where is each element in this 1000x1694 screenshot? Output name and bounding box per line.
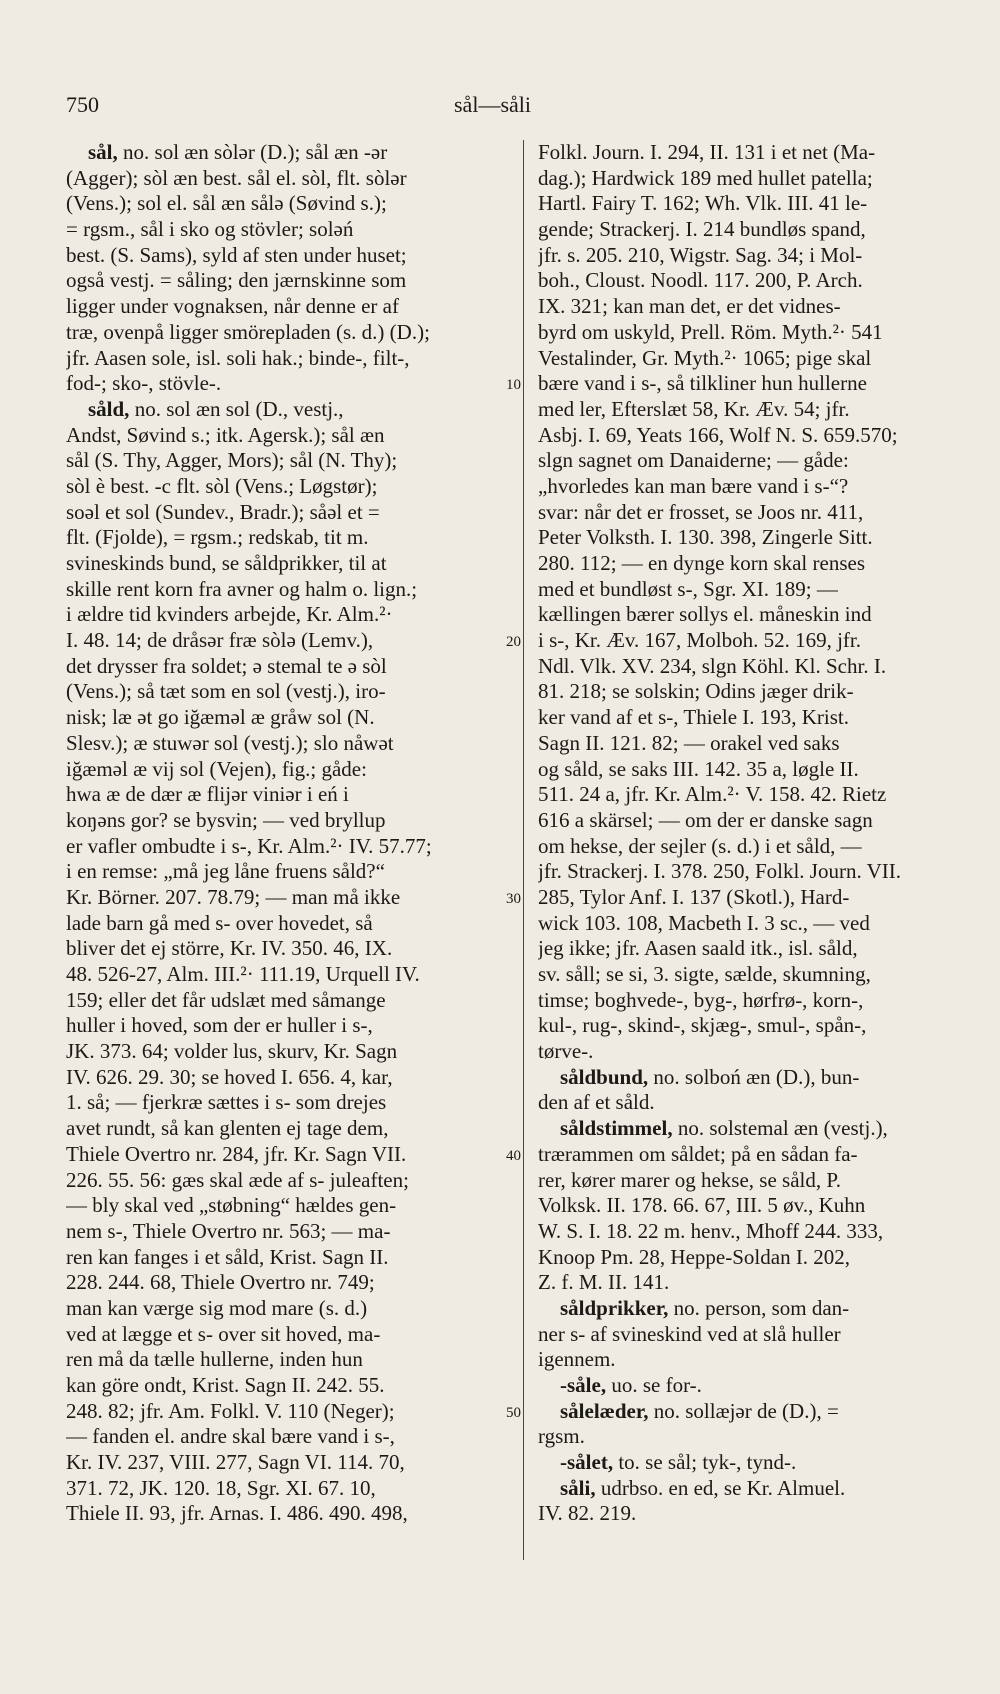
text-line	[66, 217, 510, 243]
line-text: bliver det ej större, Kr. IV. 350. 46, IX.	[66, 936, 393, 961]
text-line	[66, 628, 510, 654]
text-line	[66, 371, 510, 397]
line-text: nisk; læ ət go iğæməl æ gråw sol (N.	[66, 705, 375, 730]
line-text: ker vand af et s-, Thiele I. 193, Krist.	[538, 705, 850, 730]
text-line	[66, 1501, 510, 1527]
line-text: igennem.	[538, 1347, 616, 1372]
line-text: I. 48. 14; de dråsər fræ sòlə (Lemv.),	[66, 628, 374, 653]
line-text: skille rent korn fra avner og halm o. lign.;	[66, 576, 418, 601]
text-line	[66, 1065, 510, 1091]
text-line	[66, 679, 510, 705]
line-text: uo. se for-.	[606, 1373, 702, 1397]
text-line	[538, 1065, 968, 1091]
text-line	[538, 474, 968, 500]
text-line	[538, 757, 968, 783]
text-line	[538, 1501, 968, 1527]
text-line	[66, 808, 510, 834]
text-line	[66, 500, 510, 526]
text-line	[66, 320, 510, 346]
text-line	[538, 1450, 968, 1476]
line-text: ner s- af svineskind ved at slå huller	[538, 1321, 841, 1346]
text-line	[538, 1476, 968, 1502]
text-line	[66, 1450, 510, 1476]
text-line	[66, 757, 510, 783]
text-line	[66, 474, 510, 500]
text-line	[66, 1270, 510, 1296]
line-text: Kr. Börner. 207. 78.79; — man må ikke	[66, 884, 401, 909]
line-text: no. sollæjər de (D.), =	[648, 1398, 839, 1423]
line-text: Volksk. II. 178. 66. 67, III. 5 øv., Kuhn	[538, 1193, 866, 1218]
line-text: IV. 82. 219.	[538, 1501, 637, 1526]
text-line	[538, 911, 968, 937]
page-number: 750	[66, 92, 99, 117]
line-text: sòl è best. -c flt. sòl (Vens.; Løgstør);	[66, 473, 378, 498]
text-line	[538, 551, 968, 577]
text-line	[538, 268, 968, 294]
text-line	[66, 1476, 510, 1502]
text-line	[66, 397, 510, 423]
line-text: IV. 626. 29. 30; se hoved I. 656. 4, kar,	[66, 1064, 393, 1089]
text-line	[66, 988, 510, 1014]
text-line	[538, 346, 968, 372]
line-text: jfr. Aasen sole, isl. soli hak.; binde-, filt-,	[66, 345, 410, 370]
text-line	[66, 731, 510, 757]
line-text: ren må da tælle hullerne, inden hun	[66, 1347, 363, 1372]
text-line	[66, 1296, 510, 1322]
text-line	[538, 500, 968, 526]
text-line	[66, 346, 510, 372]
line-text: no. solstemal æn (vestj.),	[672, 1116, 888, 1141]
line-text: boh., Cloust. Noodl. 117. 200, P. Arch.	[538, 268, 863, 293]
text-line	[66, 962, 510, 988]
headword: såld,	[88, 396, 130, 421]
text-line	[538, 371, 968, 397]
line-text: er vafler ombudte i s-, Kr. Alm.²· IV. 57.77;	[66, 833, 432, 858]
line-text: trærammen om såldet; på en sådan fa-	[538, 1141, 858, 1166]
headword: -sålet,	[560, 1450, 614, 1475]
line-text: kul-, rug-, skind-, skjæg-, smul-, spån-,	[538, 1013, 867, 1038]
line-text: 226. 55. 56: gæs skal æde af s- juleaften;	[66, 1167, 409, 1192]
line-text: rer, kører marer og hekse, se såld, P.	[538, 1167, 841, 1192]
line-text: Asbj. I. 69, Yeats 166, Wolf N. S. 659.570;	[538, 422, 898, 447]
text-line	[538, 1373, 968, 1399]
line-number: 50	[506, 1405, 521, 1422]
line-text: 1. så; — fjerkræ sættes i s- som drejes	[66, 1090, 387, 1115]
text-line	[538, 1424, 968, 1450]
line-text: 81. 218; se solskin; Odins jæger drik-	[538, 679, 854, 704]
text-line	[538, 1039, 968, 1065]
line-text: svineskinds bund, se såldprikker, til at	[66, 551, 387, 575]
text-line	[66, 577, 510, 603]
text-line	[538, 1245, 968, 1271]
text-line	[66, 551, 510, 577]
line-text: bære vand i s-, så tilkliner hun hullerne	[538, 371, 867, 396]
line-text: og såld, se saks III. 142. 35 a, løgle II.	[538, 756, 859, 781]
line-text: 511. 24 a, jfr. Kr. Alm.²· V. 158. 42. Rietz	[538, 782, 887, 807]
line-text: Ndl. Vlk. XV. 234, slgn Köhl. Kl. Schr. I.	[538, 653, 887, 678]
text-line	[538, 628, 968, 654]
line-text: flt. (Fjolde), = rgsm.; redskab, tit m.	[66, 525, 369, 550]
text-line	[538, 602, 968, 628]
text-line	[66, 1322, 510, 1348]
line-text: jfr. Strackerj. I. 378. 250, Folkl. Journ. VII.	[538, 859, 901, 884]
line-text: Slesv.); æ stuwər sol (vestj.); slo nåwət	[66, 730, 394, 755]
line-text: Sagn II. 121. 82; — orakel ved saks	[538, 730, 840, 755]
line-text: Thiele Overtro nr. 284, jfr. Kr. Sagn VII.	[66, 1141, 407, 1166]
line-text: soəl et sol (Sundev., Bradr.); såəl et =	[66, 499, 380, 524]
text-line	[66, 859, 510, 885]
line-text: avet rundt, så kan glenten ej tage dem,	[66, 1116, 389, 1141]
line-text: 616 a skärsel; — om der er danske sagn	[538, 807, 873, 832]
text-line	[66, 1245, 510, 1271]
line-text: gende; Strackerj. I. 214 bundløs spand,	[538, 217, 866, 242]
text-line	[66, 166, 510, 192]
line-text: (Vens.); sol el. sål æn sålə (Søvind s.);	[66, 191, 387, 216]
line-text: 228. 244. 68, Thiele Overtro nr. 749;	[66, 1270, 375, 1295]
line-text: byrd om uskyld, Prell. Röm. Myth.²· 541	[538, 319, 883, 344]
text-line	[66, 1039, 510, 1065]
page-header	[0, 92, 1000, 128]
line-text: 285, Tylor Anf. I. 137 (Skotl.), Hard-	[538, 884, 850, 909]
text-line	[66, 705, 510, 731]
text-line	[538, 731, 968, 757]
text-line	[538, 525, 968, 551]
text-line	[538, 988, 968, 1014]
line-text: ved at lægge et s- over sit hoved, ma-	[66, 1321, 381, 1346]
text-line	[66, 294, 510, 320]
text-line	[538, 1347, 968, 1373]
text-line	[538, 782, 968, 808]
line-text: 48. 526-27, Alm. III.²· 111.19, Urquell IV.	[66, 962, 420, 986]
text-line	[66, 885, 510, 911]
text-line	[538, 243, 968, 269]
line-text: W. S. I. 18. 22 m. henv., Mhoff 244. 333,	[538, 1218, 884, 1243]
headword: -såle,	[560, 1373, 607, 1397]
text-line	[66, 448, 510, 474]
text-line	[538, 1116, 968, 1142]
line-text: Peter Volksth. I. 130. 398, Zingerle Sitt.	[538, 525, 873, 550]
line-text: no. person, som dan-	[668, 1295, 850, 1320]
line-text: ren kan fanges i et såld, Krist. Sagn II.	[66, 1244, 389, 1269]
text-line	[66, 782, 510, 808]
text-line	[538, 320, 968, 346]
text-line	[538, 808, 968, 834]
line-text: 159; eller det får udslæt med såmange	[66, 987, 386, 1012]
line-text: to. se sål; tyk-, tynd-.	[613, 1450, 797, 1475]
text-line	[66, 1116, 510, 1142]
line-text: nem s-, Thiele Overtro nr. 563; — ma-	[66, 1218, 391, 1243]
text-line	[538, 1219, 968, 1245]
text-line	[538, 1090, 968, 1116]
text-line	[538, 577, 968, 603]
text-line	[538, 191, 968, 217]
line-text: timse; boghvede-, byg-, hørfrø-, korn-,	[538, 987, 864, 1012]
line-text: i s-, Kr. Æv. 167, Molboh. 52. 169, jfr.	[538, 628, 861, 653]
text-line	[66, 423, 510, 449]
line-text: svar: når det er frosset, se Joos nr. 411,	[538, 499, 864, 524]
headword: sål,	[88, 140, 118, 164]
text-line	[66, 602, 510, 628]
line-text: koŋəns gor? se bysvin; — ved bryllup	[66, 807, 386, 832]
line-text: også vestj. = såling; den jærnskinne som	[66, 268, 407, 293]
line-text: hwa æ de dær æ flijər viniər i eń i	[66, 782, 349, 807]
text-line	[66, 140, 510, 166]
text-line	[66, 1399, 510, 1425]
line-text: lade barn gå med s- over hovedet, så	[66, 910, 373, 935]
text-line	[66, 1373, 510, 1399]
text-line	[66, 525, 510, 551]
text-line	[538, 962, 968, 988]
text-line	[538, 423, 968, 449]
line-number: 40	[506, 1148, 521, 1165]
line-number: 20	[506, 634, 521, 651]
line-text: kællingen bærer sollys el. måneskin ind	[538, 602, 872, 627]
line-text: det drysser fra soldet; ə stemal te ə sòl	[66, 653, 387, 678]
line-text: Knoop Pm. 28, Heppe-Soldan I. 202,	[538, 1244, 851, 1269]
headword: såldprikker,	[560, 1295, 669, 1320]
line-text: Z. f. M. II. 141.	[538, 1270, 670, 1295]
line-text: om hekse, der sejler (s. d.) i et såld, —	[538, 833, 862, 858]
headword: sålelæder,	[560, 1398, 649, 1423]
line-text: jeg ikke; jfr. Aasen saald itk., isl. såld,	[538, 936, 858, 961]
line-text: (Vens.); så tæt som en sol (vestj.), iro-	[66, 679, 386, 704]
line-text: no. sol æn sol (D., vestj.,	[129, 396, 344, 421]
text-line	[66, 1013, 510, 1039]
text-line	[538, 705, 968, 731]
text-line	[538, 1142, 968, 1168]
headword: såldstimmel,	[560, 1116, 673, 1141]
line-text: sål (S. Thy, Agger, Mors); sål (N. Thy);	[66, 448, 398, 473]
line-number: 30	[506, 891, 521, 908]
line-text: tørve-.	[538, 1039, 594, 1064]
line-text: med et bundløst s-, Sgr. XI. 189; —	[538, 576, 838, 601]
line-text: iğæməl æ vij sol (Vejen), fig.; gåde:	[66, 756, 367, 781]
headword: såli,	[560, 1475, 596, 1500]
text-line	[66, 1347, 510, 1373]
text-line	[66, 1090, 510, 1116]
column-rule	[523, 140, 524, 1560]
text-line	[66, 654, 510, 680]
text-line	[66, 1193, 510, 1219]
text-line	[66, 268, 510, 294]
line-text: „hvorledes kan man bære vand i s-“?	[538, 473, 849, 498]
line-text: — bly skal ved „støbning“ hældes gen-	[66, 1193, 397, 1218]
line-text: sv. såll; se si, 3. sigte, sælde, skumning,	[538, 962, 871, 986]
text-line	[538, 1322, 968, 1348]
line-text: (Agger); sòl æn best. sål el. sòl, flt. sòlər	[66, 165, 407, 190]
line-text: dag.); Hardwick 189 med hullet patella;	[538, 165, 873, 190]
line-text: kan göre ondt, Krist. Sagn II. 242. 55.	[66, 1373, 385, 1397]
line-text: Kr. IV. 237, VIII. 277, Sagn VI. 114. 70,	[66, 1450, 405, 1475]
line-text: — fanden el. andre skal bære vand i s-,	[66, 1424, 395, 1449]
text-line	[66, 936, 510, 962]
line-text: i en remse: „må jeg låne fruens såld?“	[66, 859, 385, 884]
text-line	[538, 397, 968, 423]
text-line	[66, 911, 510, 937]
text-line	[538, 885, 968, 911]
line-text: no. sol æn sòlər (D.); sål æn -ər	[117, 140, 388, 164]
left-column	[66, 140, 510, 1527]
text-line	[66, 1424, 510, 1450]
line-text: Thiele II. 93, jfr. Arnas. I. 486. 490. 498,	[66, 1501, 408, 1526]
line-text: no. solboń æn (D.), bun-	[648, 1064, 860, 1089]
headword: såldbund,	[560, 1064, 649, 1089]
text-line	[66, 1219, 510, 1245]
text-line	[538, 1193, 968, 1219]
text-line	[66, 834, 510, 860]
text-line	[538, 294, 968, 320]
line-text: 248. 82; jfr. Am. Folkl. V. 110 (Neger);	[66, 1398, 395, 1423]
text-line	[538, 217, 968, 243]
line-text: Folkl. Journ. I. 294, II. 131 i et net (Ma-	[538, 140, 876, 164]
text-line	[538, 936, 968, 962]
line-text: Andst, Søvind s.; itk. Agersk.); sål æn	[66, 422, 385, 447]
text-line	[538, 1296, 968, 1322]
line-text: Hartl. Fairy T. 162; Wh. Vlk. III. 41 le-	[538, 191, 868, 216]
text-line	[66, 191, 510, 217]
text-line	[538, 679, 968, 705]
text-line	[538, 166, 968, 192]
line-text: best. (S. Sams), syld af sten under huset;	[66, 242, 407, 267]
line-text: 371. 72, JK. 120. 18, Sgr. XI. 67. 10,	[66, 1475, 376, 1500]
line-text: ligger under vognaksen, når denne er af	[66, 294, 399, 319]
line-text: udrbso. en ed, se Kr. Almuel.	[595, 1475, 846, 1500]
text-line	[66, 243, 510, 269]
line-text: træ, ovenpå ligger smörepladen (s. d.) (D.);	[66, 319, 430, 344]
line-text: jfr. s. 205. 210, Wigstr. Sag. 34; i Mol-	[538, 242, 863, 267]
line-text: med ler, Efterslæt 58, Kr. Æv. 54; jfr.	[538, 396, 850, 421]
line-number: 10	[506, 377, 521, 394]
line-text: 280. 112; — en dynge korn skal renses	[538, 551, 865, 575]
running-head: sål—såli	[454, 92, 531, 117]
right-column	[538, 140, 968, 1527]
text-line	[538, 1013, 968, 1039]
line-text: i ældre tid kvinders arbejde, Kr. Alm.²·	[66, 602, 393, 627]
text-line	[538, 1270, 968, 1296]
text-line	[538, 834, 968, 860]
line-text: wick 103. 108, Macbeth I. 3 sc., — ved	[538, 910, 870, 935]
text-line	[538, 1399, 968, 1425]
line-text: den af et såld.	[538, 1090, 655, 1115]
text-line	[538, 140, 968, 166]
line-text: fod-; sko-, stövle-.	[66, 371, 222, 396]
text-line	[66, 1168, 510, 1194]
line-text: slgn sagnet om Danaiderne; — gåde:	[538, 448, 849, 473]
line-text: Vestalinder, Gr. Myth.²· 1065; pige skal	[538, 345, 872, 370]
line-text: = rgsm., sål i sko og stövler; soləń	[66, 217, 354, 242]
text-line	[538, 448, 968, 474]
text-line	[538, 654, 968, 680]
text-line	[538, 859, 968, 885]
line-text: IX. 321; kan man det, er det vidnes-	[538, 294, 841, 319]
line-text: huller i hoved, som der er huller i s-,	[66, 1013, 373, 1038]
text-line	[66, 1142, 510, 1168]
line-text: JK. 373. 64; volder lus, skurv, Kr. Sagn	[66, 1039, 398, 1064]
line-text: man kan værge sig mod mare (s. d.)	[66, 1295, 368, 1320]
line-text: rgsm.	[538, 1424, 585, 1449]
text-line	[538, 1168, 968, 1194]
